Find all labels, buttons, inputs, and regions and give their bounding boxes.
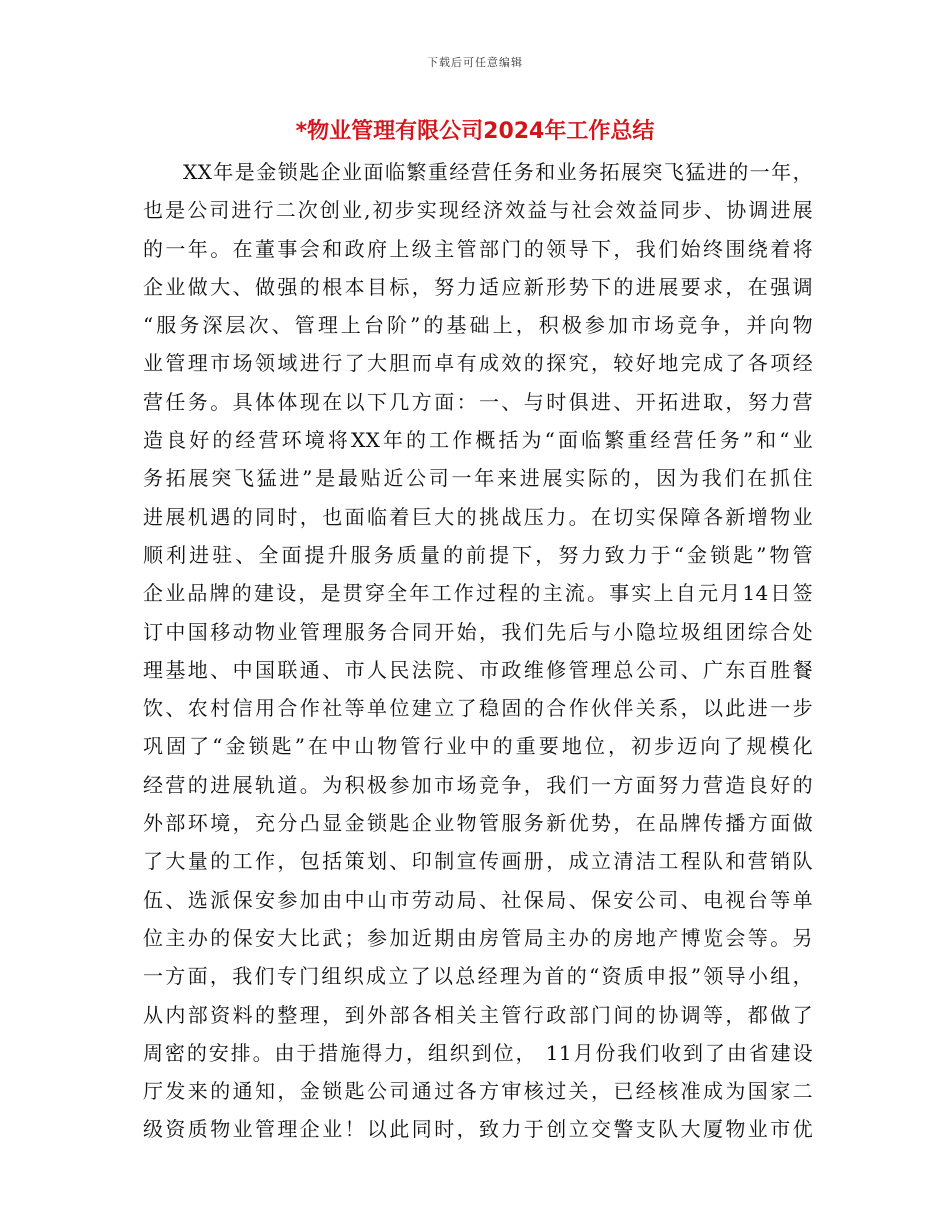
body-line: 理基地、中国联通、市人民法院、市政维修管理总公司、广东百胜餐 [143, 657, 813, 682]
body-line: 营任务。具体体现在以下几方面：一、与时俱进、开拓进取，努力营 [143, 389, 813, 414]
body-line: 进展机遇的同时，也面临着巨大的挑战压力。在切实保障各新增物业 [143, 504, 813, 529]
body-line: 饮、农村信用合作社等单位建立了稳固的合作伙伴关系，以此进一步 [143, 696, 813, 721]
body-line: 厅发来的通知，金锁匙公司通过各方审核过关，已经核准成为国家二 [143, 1079, 813, 1104]
body-line: 了大量的工作，包括策划、印制宣传画册，成立清洁工程队和营销队 [143, 849, 813, 874]
body-line: 一方面，我们专门组织成立了以总经理为首的“资质申报”领导小组， [143, 964, 813, 989]
body-line: 外部环境，充分凸显金锁匙企业物管服务新优势，在品牌传播方面做 [143, 811, 813, 836]
body-line: 的一年。在董事会和政府上级主管部门的领导下，我们始终围绕着将 [143, 236, 813, 261]
body-line: “服务深层次、管理上台阶”的基础上，积极参加市场竞争，并向物 [143, 313, 813, 338]
body-line: 伍、选派保安参加由中山市劳动局、社保局、保安公司、电视台等单 [143, 887, 813, 912]
body-line: 级资质物业管理企业！以此同时，致力于创立交警支队大厦物业市优 [143, 1117, 813, 1142]
body-line: XX年是金锁匙企业面临繁重经营任务和业务拓展突飞猛进的一年， [183, 160, 813, 184]
body-line: 从内部资料的整理，到外部各相关主管行政部门间的协调等，都做了 [143, 1002, 813, 1027]
document-title: *物业管理有限公司2024年工作总结 [295, 119, 655, 144]
body-line: 顺利进驻、全面提升服务质量的前提下，努力致力于“金锁匙”物管 [143, 542, 813, 567]
header-note: 下载后可任意编辑 [427, 56, 523, 69]
body-line: 也是公司进行二次创业,初步实现经济效益与社会效益同步、协调进展 [143, 198, 813, 223]
body-line: 业管理市场领域进行了大胆而卓有成效的探究，较好地完成了各项经 [143, 351, 813, 376]
body-line: 巩固了“金锁匙”在中山物管行业中的重要地位，初步迈向了规模化 [143, 734, 813, 759]
body-line: 订中国移动物业管理服务合同开始，我们先后与小隐垃圾组团综合处 [143, 619, 813, 644]
body-line: 务拓展突飞猛进”是最贴近公司一年来进展实际的，因为我们在抓住 [143, 466, 813, 491]
body-line: 企业做大、做强的根本目标，努力适应新形势下的进展要求，在强调 [143, 274, 813, 299]
body-line: 位主办的保安大比武；参加近期由房管局主办的房地产博览会等。另 [143, 925, 813, 950]
body-line: 经营的进展轨道。为积极参加市场竞争，我们一方面努力营造良好的 [143, 772, 813, 797]
body-text [143, 153, 813, 1149]
body-line: 企业品牌的建设，是贯穿全年工作过程的主流。事实上自元月14日签 [143, 581, 813, 606]
body-line: 周密的安排。由于措施得力，组织到位， 11月份我们收到了由省建设 [143, 1040, 813, 1065]
body-line: 造良好的经营环境将XX年的工作概括为“面临繁重经营任务”和“业 [143, 428, 813, 453]
